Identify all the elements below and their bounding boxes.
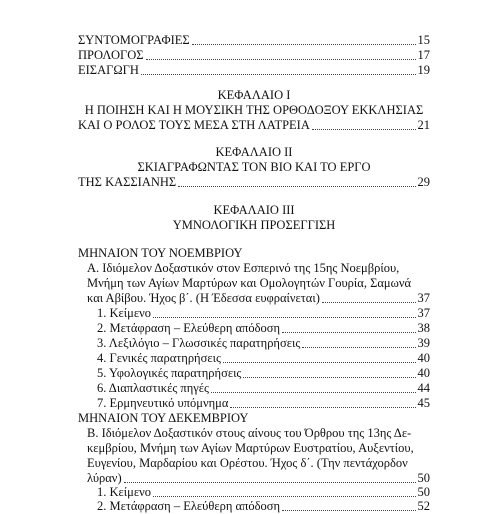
toc-entry-title: ΕΙΣΑΓΩΓΗ [78, 63, 139, 77]
chapter-title-line: ΣΚΙΑΓΡΑΦΩΝΤΑΣ ΤΟΝ ΒΙΟ ΚΑΙ ΤΟ ΕΡΓΟ [137, 160, 371, 174]
toc-entry-page: 29 [417, 175, 430, 189]
toc-entry-page: 45 [417, 396, 430, 410]
toc-subentry[interactable] [97, 396, 430, 411]
chapter-title-line: Η ΠΟΙΗΣΗ ΚΑΙ Η ΜΟΥΣΙΚΗ ΤΗΣ ΟΡΘΟΔΟΞΟΥ ΕΚΚΛΗΣΙΑΣ [84, 103, 424, 117]
entry-a-line: Α. Ιδιόμελον Δοξαστικόν στον Εσπερινό της 15ης Νοεμβρίου, [87, 261, 400, 275]
chapter-title-line: ΚΑΙ Ο ΡΟΛΟΣ ΤΟΥΣ ΜΕΣΑ ΣΤΗ ΛΑΤΡΕΙΑ [78, 118, 310, 132]
toc-subentry-title: 3. Λεξιλόγιο – Γλωσσικές παρατηρήσεις [97, 336, 301, 350]
dot-leader [141, 74, 416, 75]
section-heading: ΜΗΝΑΙΟΝ ΤΟΥ ΔΕΚΕΜΒΡΙΟΥ [78, 411, 249, 425]
dot-leader [312, 129, 416, 130]
entry-a-line: και Αβίβου. Ήχος β΄. (Η Έδεσσα ευφραίνεται) [87, 291, 320, 305]
toc-subentry-title: 4. Γενικές παρατηρήσεις [97, 351, 221, 365]
toc-subentry-title: 6. Διαπλαστικές πηγές [97, 381, 209, 395]
dot-leader [223, 362, 416, 363]
toc-entry-page: 37 [417, 306, 430, 320]
toc-entry[interactable] [78, 118, 430, 133]
toc-entry-page: 50 [417, 471, 430, 485]
dot-leader [282, 332, 415, 333]
toc-subentry-title: 1. Κείμενο [97, 306, 151, 320]
toc-entry[interactable] [87, 471, 430, 486]
toc-entry[interactable] [78, 63, 430, 78]
toc-entry-page: 21 [417, 118, 430, 132]
dot-leader [192, 44, 416, 45]
toc-entry-page: 44 [417, 381, 430, 395]
toc-subentry-title: 5. Υφολογικές παρατηρήσεις [97, 366, 242, 380]
toc-subentry-title: 2. Μετάφραση – Ελεύθερη απόδοση [97, 321, 281, 335]
toc-subentry[interactable] [97, 351, 430, 366]
dot-leader [322, 302, 416, 303]
toc-subentry[interactable] [97, 366, 430, 381]
toc-entry-title: ΠΡΟΛΟΓΟΣ [78, 48, 144, 62]
toc-subentry[interactable] [97, 306, 430, 321]
chapter-title-line: ΤΗΣ ΚΑΣΣΙΑΝΗΣ [78, 175, 177, 189]
toc-entry-page: 19 [417, 63, 430, 77]
toc-subentry[interactable] [97, 485, 430, 500]
toc-entry-page: 15 [417, 33, 430, 47]
entry-b-line: Β. Ιδιόμελον Δοξαστικόν στους αίνους του Όρθρου της 13ης Δε- [87, 426, 412, 440]
entry-a-line: Μνήμη των Αγίων Μαρτύρων και Ομολογητών Γουρία, Σαμωνά [87, 276, 412, 290]
dot-leader [302, 347, 415, 348]
dot-leader [178, 186, 415, 187]
dot-leader [282, 510, 415, 511]
chapter-heading: ΚΕΦΑΛΑΙΟ Ι [217, 88, 291, 102]
toc-entry[interactable] [87, 291, 430, 306]
dot-leader [153, 317, 416, 318]
toc-entry-page: 39 [417, 336, 430, 350]
entry-b-line: λύραν) [87, 471, 122, 485]
chapter-title-line: ΥΜΝΟΛΟΓΙΚΗ ΠΡΟΣΕΓΓΙΣΗ [172, 218, 336, 232]
toc-subentry-title: 7. Ερμηνευτικό υπόμνημα [97, 396, 229, 410]
dot-leader [146, 59, 416, 60]
toc-subentry[interactable] [97, 336, 430, 351]
dot-leader [124, 482, 416, 483]
toc-entry-page: 40 [417, 366, 430, 380]
dot-leader [243, 377, 415, 378]
entry-b-line: κεμβρίου, Μνήμη των Αγίων Μαρτύρων Ευστρατίου, Αυξεντίου, [87, 441, 414, 455]
toc-entry[interactable] [78, 33, 430, 48]
dot-leader [211, 392, 416, 393]
chapter-heading: ΚΕΦΑΛΑΙΟ ΙΙΙ [213, 203, 295, 217]
chapter-heading: ΚΕΦΑΛΑΙΟ ΙΙ [215, 145, 293, 159]
toc-subentry[interactable] [97, 381, 430, 396]
toc-subentry-title: 1. Κείμενο [97, 485, 151, 499]
toc-entry-page: 38 [417, 321, 430, 335]
toc-subentry[interactable] [97, 321, 430, 336]
dot-leader [153, 496, 416, 497]
toc-entry-title: ΣΥΝΤΟΜΟΓΡΑΦΙΕΣ [78, 33, 190, 47]
toc-entry-page: 52 [417, 499, 430, 513]
section-heading: ΜΗΝΑΙΟΝ ΤΟΥ ΝΟΕΜΒΡΙΟΥ [78, 246, 243, 260]
toc-entry[interactable] [78, 175, 430, 190]
toc-subentry-title: 2. Μετάφραση – Ελεύθερη απόδοση [97, 499, 281, 513]
toc-entry[interactable] [78, 48, 430, 63]
dot-leader [230, 407, 415, 408]
toc-entry-page: 37 [417, 291, 430, 305]
toc-entry-page: 40 [417, 351, 430, 365]
toc-subentry[interactable] [97, 499, 430, 514]
toc-entry-page: 17 [417, 48, 430, 62]
toc-entry-page: 50 [417, 485, 430, 499]
entry-b-line: Ευγενίου, Μαρδαρίου και Ορέστου. Ήχος δ΄. (Την πεντάχορδον [87, 456, 408, 470]
